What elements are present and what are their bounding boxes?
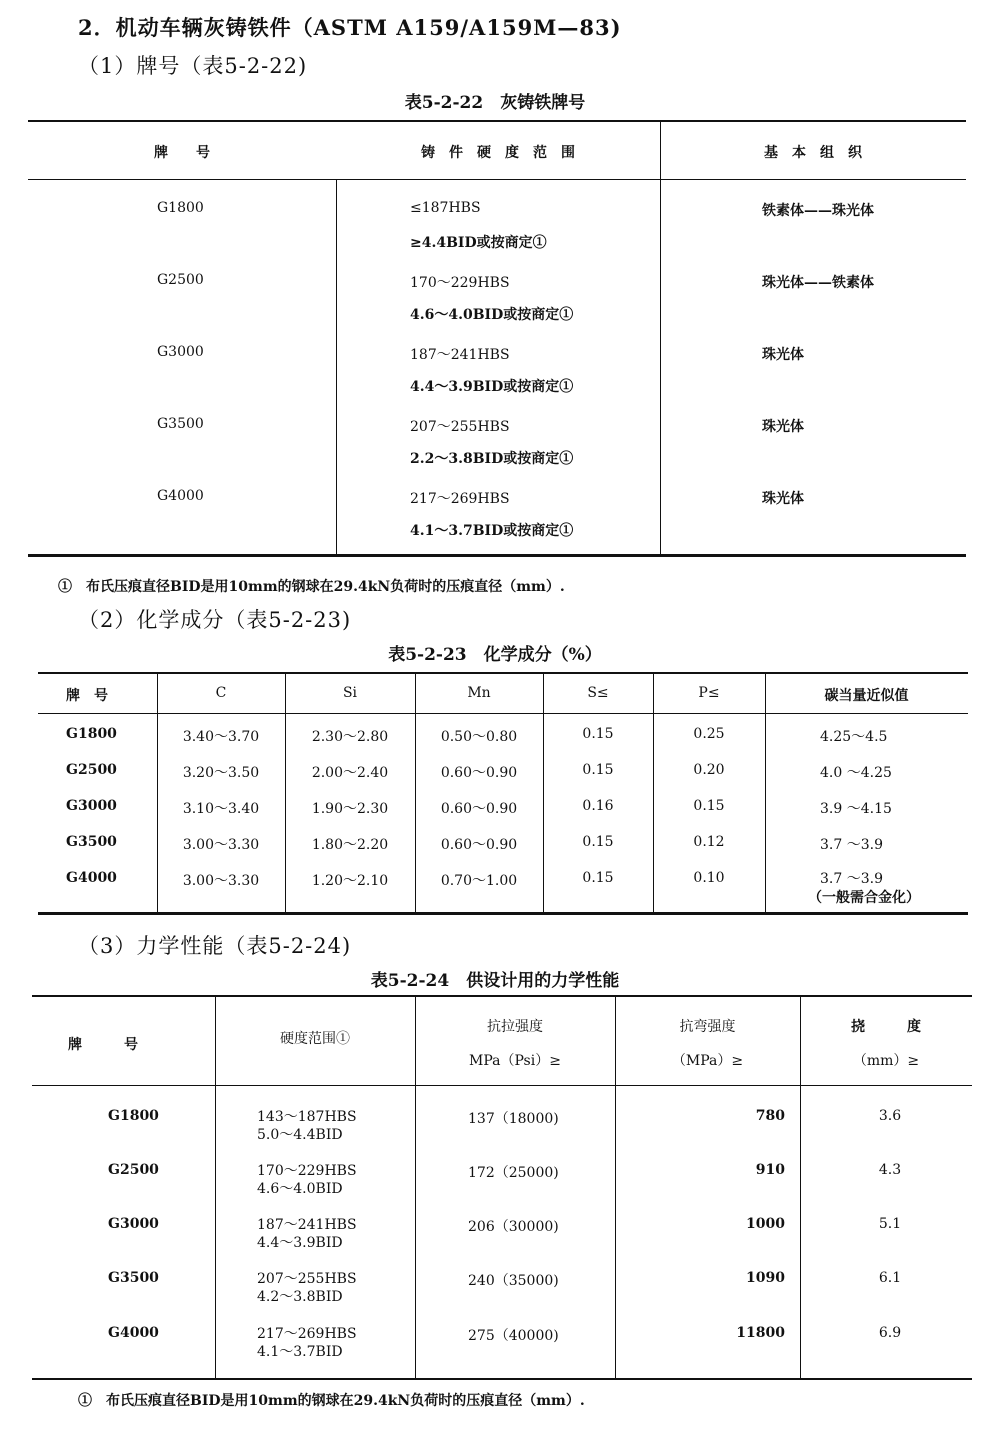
table-cell: 910 — [755, 1162, 785, 1178]
table-5-2-22-footnote: ① 布氏压痕直径BID是用10mm的钢球在29.4kN负荷时的压痕直径（mm）. — [58, 579, 565, 595]
table-cell: G3500 — [66, 834, 117, 850]
header-si: Si — [342, 685, 358, 701]
header-grade: 牌 号 — [68, 1037, 138, 1053]
table-column-divider — [765, 674, 766, 912]
table-row-structure: 铁素体——珠光体 — [762, 203, 874, 219]
table-bottom-rule — [38, 912, 968, 915]
table-cell: G2500 — [108, 1162, 159, 1178]
table-row-hardness-hbs: 170～229HBS — [410, 275, 510, 291]
table-cell: 170～229HBS — [257, 1163, 357, 1179]
header-tensile: 抗拉强度 — [487, 1019, 543, 1035]
table-cell: 0.25 — [693, 726, 725, 742]
header-hardness: 硬度范围① — [280, 1031, 350, 1047]
table-row-grade: G1800 — [157, 200, 204, 216]
table-cell: 0.10 — [693, 870, 725, 886]
table-5-2-24-footnote: ① 布氏压痕直径BID是用10mm的钢球在29.4kN负荷时的压痕直径（mm）. — [78, 1393, 585, 1409]
table-cell: 172（25000) — [468, 1165, 559, 1181]
table-top-rule — [32, 995, 972, 997]
section-title: 2．机动车辆灰铸铁件（ASTM A159/A159M—83) — [78, 15, 622, 40]
table-cell: 0.15 — [582, 870, 614, 886]
table-cell: 0.15 — [582, 762, 614, 778]
table-column-divider — [336, 180, 337, 554]
table-row-hardness-bid: 4.6～4.0BID或按商定① — [410, 307, 574, 323]
header-s: S≤ — [587, 685, 609, 701]
table-cell: G4000 — [108, 1325, 159, 1341]
table-cell: 11800 — [736, 1325, 785, 1341]
table-column-divider — [660, 122, 661, 554]
table-cell: 2.30～2.80 — [311, 729, 389, 745]
table-row-hardness-hbs: 187～241HBS — [410, 347, 510, 363]
table-cell: 0.50～0.80 — [440, 729, 518, 745]
table-row-structure: 珠光体 — [762, 419, 804, 435]
table-row-hardness-hbs: ≤187HBS — [410, 200, 481, 216]
table-cell: 1.20～2.10 — [311, 873, 389, 889]
table-row-hardness-bid: 2.2～3.8BID或按商定① — [410, 451, 574, 467]
header-structure: 基 本 组 织 — [764, 145, 862, 161]
table-cell: 5.1 — [878, 1216, 902, 1232]
table-cell: 3.9 ～4.15 — [820, 801, 892, 817]
table-cell: 3.7 ～3.9 — [820, 871, 883, 887]
table-top-rule — [38, 672, 968, 674]
table-cell: 1000 — [746, 1216, 785, 1232]
table-header-rule — [32, 1085, 972, 1086]
table-row-structure: 珠光体——铁素体 — [762, 275, 874, 291]
table-cell: 4.2～3.8BID — [257, 1289, 343, 1305]
table-row-grade: G4000 — [157, 488, 204, 504]
subsection-1-title: （1）牌号（表5-2-22) — [78, 54, 308, 78]
table-cell: 0.15 — [693, 798, 725, 814]
table-cell: 206（30000) — [468, 1219, 559, 1235]
header-tensile-unit: MPa（Psi）≥ — [469, 1053, 561, 1069]
table-cell: 207～255HBS — [257, 1271, 357, 1287]
table-bottom-rule — [32, 1378, 972, 1380]
table-row-hardness-hbs: 217～269HBS — [410, 491, 510, 507]
table-cell: 275（40000) — [468, 1328, 559, 1344]
table-cell: 4.3 — [878, 1162, 902, 1178]
table-cell: 5.0～4.4BID — [257, 1127, 343, 1143]
table-cell: 240（35000) — [468, 1273, 559, 1289]
table-cell: 780 — [755, 1108, 785, 1124]
table-cell: 6.9 — [878, 1325, 902, 1341]
table-cell: 1.90～2.30 — [311, 801, 389, 817]
table-row-grade: G3500 — [157, 416, 204, 432]
table-cell: G3000 — [66, 798, 117, 814]
table-cell: 143～187HBS — [257, 1109, 357, 1125]
subsection-3-title: （3）力学性能（表5-2-24) — [78, 934, 352, 958]
table-top-rule — [28, 120, 966, 122]
header-bending-unit: （MPa）≥ — [671, 1053, 744, 1069]
table-cell: 0.12 — [693, 834, 725, 850]
header-carbon-equivalent: 碳当量近似值 — [824, 688, 909, 704]
table-cell: 4.4～3.9BID — [257, 1235, 343, 1251]
table-row-hardness-bid: 4.1～3.7BID或按商定① — [410, 523, 574, 539]
table-row-hardness-bid: ≥4.4BID或按商定① — [410, 235, 547, 251]
table-header-rule — [28, 179, 966, 180]
table-cell: 3.00～3.30 — [182, 873, 260, 889]
table-cell: 0.60～0.90 — [440, 765, 518, 781]
table-cell: 3.10～3.40 — [182, 801, 260, 817]
header-c: C — [215, 685, 227, 701]
table-cell: 3.20～3.50 — [182, 765, 260, 781]
table-cell: 0.60～0.90 — [440, 837, 518, 853]
table-cell: 1090 — [746, 1270, 785, 1286]
header-p: P≤ — [698, 685, 720, 701]
table-cell: G1800 — [108, 1108, 159, 1124]
alloying-note: （一般需合金化） — [808, 890, 920, 906]
table-cell: 137（18000) — [468, 1111, 559, 1127]
table-cell: 4.6～4.0BID — [257, 1181, 343, 1197]
table-row-structure: 珠光体 — [762, 491, 804, 507]
table-cell: G2500 — [66, 762, 117, 778]
table-cell: 4.1～3.7BID — [257, 1344, 343, 1360]
table-cell: G1800 — [66, 726, 117, 742]
table-bottom-rule — [28, 554, 966, 557]
table-row-grade: G3000 — [157, 344, 204, 360]
table-cell: 0.15 — [582, 834, 614, 850]
table-cell: 1.80～2.20 — [311, 837, 389, 853]
table-cell: 217～269HBS — [257, 1326, 357, 1342]
table-cell: 3.00～3.30 — [182, 837, 260, 853]
table-header-rule — [38, 713, 968, 714]
table-5-2-22-caption: 表5-2-22 灰铸铁牌号 — [404, 93, 586, 113]
header-deflection-unit: （mm）≥ — [852, 1053, 920, 1069]
subsection-2-title: （2）化学成分（表5-2-23) — [78, 608, 352, 632]
table-cell: 3.6 — [878, 1108, 902, 1124]
table-row-hardness-bid: 4.4～3.9BID或按商定① — [410, 379, 574, 395]
table-cell: 0.60～0.90 — [440, 801, 518, 817]
table-cell: 0.15 — [582, 726, 614, 742]
table-5-2-23-caption: 表5-2-23 化学成分（%） — [388, 645, 602, 665]
table-cell: 3.7 ～3.9 — [820, 837, 883, 853]
table-cell: G4000 — [66, 870, 117, 886]
table-row-structure: 珠光体 — [762, 347, 804, 363]
table-row-grade: G2500 — [157, 272, 204, 288]
table-cell: 0.16 — [582, 798, 614, 814]
header-grade: 牌 号 — [154, 145, 210, 161]
table-cell: 3.40～3.70 — [182, 729, 260, 745]
table-cell: 0.70～1.00 — [440, 873, 518, 889]
header-deflection: 挠 度 — [851, 1019, 921, 1035]
table-5-2-24-caption: 表5-2-24 供设计用的力学性能 — [370, 971, 620, 991]
table-cell: G3000 — [108, 1216, 159, 1232]
table-cell: 187～241HBS — [257, 1217, 357, 1233]
header-bending: 抗弯强度 — [679, 1019, 736, 1035]
table-cell: 6.1 — [878, 1270, 902, 1286]
table-cell: 4.0 ～4.25 — [820, 765, 892, 781]
header-grade: 牌 号 — [66, 688, 108, 704]
header-mn: Mn — [467, 685, 491, 701]
table-cell: 0.20 — [693, 762, 725, 778]
table-column-divider — [215, 997, 216, 1378]
table-row-hardness-hbs: 207～255HBS — [410, 419, 510, 435]
table-cell: 2.00～2.40 — [311, 765, 389, 781]
header-hardness: 铸 件 硬 度 范 围 — [421, 145, 575, 161]
table-cell: 4.25～4.5 — [820, 729, 888, 745]
table-cell: G3500 — [108, 1270, 159, 1286]
